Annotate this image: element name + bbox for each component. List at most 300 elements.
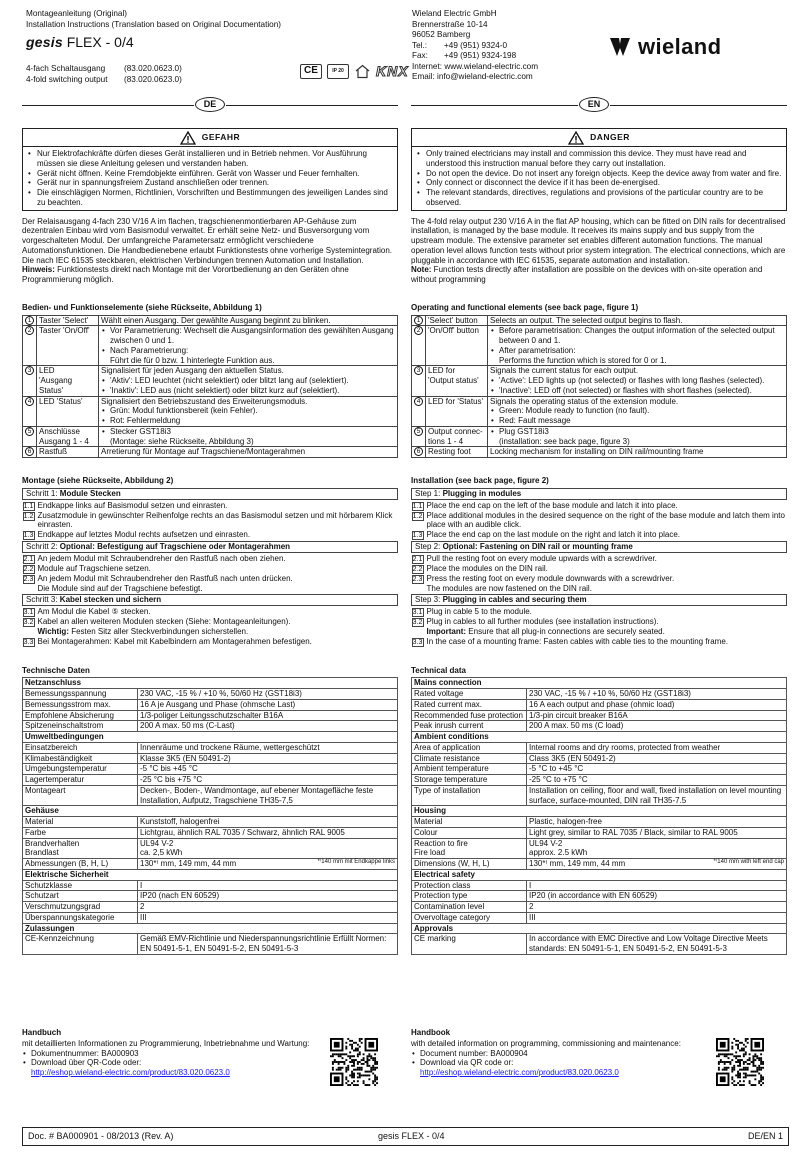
output-de: 4-fach Schaltausgang: [26, 64, 106, 74]
step-number: 2.3: [23, 575, 34, 583]
footer-page: DE/EN 1: [747, 1131, 783, 1142]
step-number: 2.3: [412, 575, 423, 583]
footer: [22, 1127, 789, 1146]
company-tel: +49 (951) 9324-0: [444, 40, 508, 50]
fe-number: 5: [414, 427, 423, 436]
tech-key: Material: [23, 817, 138, 828]
tech-value: III: [527, 912, 787, 923]
tech-value: 1/3-pin circuit breaker B16A: [527, 710, 787, 721]
tech-footnote: *⁾140 mm with left end cap: [713, 859, 784, 865]
ce-mark: CE: [300, 64, 322, 79]
fe-row: [412, 315, 787, 326]
output-en: 4-fold switching output: [26, 74, 108, 84]
step-header: Schritt 1: Module Stecken: [23, 488, 398, 499]
lang-rule-de-right: [226, 105, 398, 106]
tech-row: [412, 848, 787, 858]
step-number: 1.2: [412, 512, 423, 520]
tech-row: [412, 817, 787, 828]
tech-value: Klasse 3K5 (EN 50491-2): [138, 753, 398, 764]
fe-desc: Wählt einen Ausgang. Der gewählte Ausgang beginnt zu blinken.: [101, 315, 331, 325]
fe-number: 2: [414, 326, 423, 335]
tech-value: 2: [527, 902, 787, 913]
tech-key: Overvoltage category: [412, 912, 527, 923]
danger-item: • Gerät nur in spannungsfreiem Zustand anschließen oder trennen.: [27, 178, 393, 188]
tech-value: Decken-, Boden-, Wandmontage, auf ebener Montagefläche feste Installation, Aufputz, Tragschiene TH35-7,5: [138, 785, 398, 806]
tech-row: [23, 880, 398, 891]
tech-row: [412, 902, 787, 913]
step-item: 2.3 An jedem Modul mit Schraubendreher den Rastfuß nach unten drücken. Die Module sind auf der Tragschiene befestigt.: [23, 573, 293, 593]
tech-title-de: Technische Daten: [22, 665, 90, 675]
fe-label: LED 'Status': [39, 396, 83, 406]
fe-number: 4: [414, 397, 423, 406]
company-city: 96052 Bamberg: [412, 30, 471, 39]
tech-value: UL94 V-2: [138, 838, 398, 848]
tech-value: ca. 2,5 kWh: [138, 848, 398, 858]
tech-key: Climate resistance: [412, 753, 527, 764]
fe-desc: • 'Aktiv': LED leuchtet (nicht selektiert) oder blitzt lang auf (selektiert).: [101, 376, 395, 386]
tech-section: Ambient conditions: [412, 732, 787, 743]
fe-row: [412, 366, 787, 396]
tech-row: [23, 848, 398, 858]
fe-label: 'On/Off' button: [428, 326, 479, 336]
tech-row: [23, 699, 398, 710]
fe-desc: (Montage: siehe Rückseite, Abbildung 3): [110, 436, 254, 446]
tech-row: [23, 721, 398, 732]
step-item: 3.3 Bei Montagerahmen: Kabel mit Kabelbindern am Montagerahmen befestigen.: [23, 636, 312, 646]
fe-desc: • After parametrisation:: [490, 346, 784, 356]
doc-title-de: Montageanleitung (Original): [26, 9, 128, 18]
tech-key: Rated voltage: [412, 689, 527, 700]
step-header: Step 1: Plugging in modules: [412, 488, 787, 499]
tech-section: Netzanschluss: [23, 678, 398, 689]
tech-value: -5 °C bis +45 °C: [138, 764, 398, 775]
tech-row: [412, 785, 787, 806]
tech-row: [23, 817, 398, 828]
tech-row: [412, 764, 787, 775]
tech-row: [412, 710, 787, 721]
step-header: Step 2: Optional: Fastening on DIN rail or mounting frame: [412, 542, 787, 553]
tech-row: [23, 753, 398, 764]
tech-value: approx. 2.5 kWh: [527, 848, 787, 858]
fe-desc: Führt die für 0 bzw. 1 hinterlegte Funktion aus.: [110, 355, 275, 365]
step-item: 1.1 Place the end cap on the left of the base module and latch it into place.: [412, 500, 678, 510]
tech-row: [412, 753, 787, 764]
step-number: 3.1: [412, 609, 423, 616]
tech-section: Electrical safety: [412, 869, 787, 880]
certification-marks: [300, 63, 409, 80]
mont-title-de: Montage (siehe Rückseite, Abbildung 2): [22, 476, 174, 485]
tech-value: 2: [138, 902, 398, 913]
danger-item: • Only trained electricians may install and commission this device. They must have read and understood this instruction manual before they carry out installation.: [416, 149, 782, 169]
tech-row: [412, 891, 787, 902]
tech-value: IP20 (nach EN 60529): [138, 891, 398, 902]
tech-table-de: [22, 677, 398, 955]
tech-value: I: [138, 880, 398, 891]
step-item: 3.1 Am Modul die Kabel ⑤ stecken.: [23, 607, 151, 616]
house-icon: [354, 64, 371, 79]
fe-number: 1: [414, 316, 423, 325]
tech-row: [23, 902, 398, 913]
fe-desc: Performs the function which is stored for 0 or 1.: [499, 355, 667, 365]
tech-row: [23, 689, 398, 700]
step-item: 1.2 Zusatzmodule in gewünschter Reihenfolge rechts an das Basismodul setzen und mit hörbarem Klick einrasten.: [23, 510, 393, 530]
company-street: Brennerstraße 10-14: [412, 19, 488, 29]
tech-key: CE marking: [412, 934, 527, 955]
fe-desc: • Rot: Fehlermeldung: [101, 416, 395, 426]
tech-key: Peak inrush current: [412, 721, 527, 732]
tech-value: Kunststoff, halogenfrei: [138, 817, 398, 828]
step-item: 3.2 Kabel an allen weiteren Modulen stecken (Siehe: Montageanleitungen). Wichtig: Festen Sitz aller Steckverbindungen sicherstellen.: [23, 617, 291, 636]
fe-number: 3: [25, 366, 34, 375]
step-header: Schritt 3: Kabel stecken und sichern: [23, 595, 398, 606]
fe-row: [412, 396, 787, 426]
fe-desc: Signals the current status for each output.: [490, 366, 639, 376]
fe-title-en: Operating and functional elements (see back page, figure 1): [411, 302, 639, 312]
tech-row: [23, 742, 398, 753]
tech-value: Internal rooms and dry rooms, protected from weather: [527, 742, 787, 753]
tech-key: Storage temperature: [412, 775, 527, 786]
tech-row: [412, 859, 787, 870]
tech-key: Colour: [412, 827, 527, 838]
tech-key: Reaction to fire: [412, 838, 527, 848]
tech-section: Gehäuse: [23, 806, 398, 817]
tech-key: Schutzart: [23, 891, 138, 902]
fe-desc: • 'Inaktiv': LED aus (nicht selektiert) oder blitzt kurz auf (selektiert).: [101, 386, 395, 396]
company-web: Internet: www.wieland-electric.com: [412, 61, 539, 71]
tech-value: -5 °C to +45 °C: [527, 764, 787, 775]
tech-key: Rated current max.: [412, 699, 527, 710]
tech-key: Klimabeständigkeit: [23, 753, 138, 764]
fe-desc: Signalisiert den Betriebszustand des Erweiterungsmoduls.: [101, 396, 308, 406]
tech-row: [23, 764, 398, 775]
step-item: 3.1 Plug in cable 5 to the module.: [412, 607, 532, 616]
fe-desc: • Plug GST18i3: [490, 427, 784, 437]
tech-key: Protection type: [412, 891, 527, 902]
fe-label: Anschlüsse: [39, 426, 80, 436]
tech-section: Mains connection: [412, 678, 787, 689]
tech-key: Verschmutzungsgrad: [23, 902, 138, 913]
step-item: 2.2 Module auf Tragschiene setzen.: [23, 563, 151, 573]
fe-label: LED for: [428, 366, 456, 376]
fe-desc: Signals the operating status of the extension module.: [490, 396, 679, 406]
tech-value: 200 A max. 50 ms (C-Last): [138, 721, 398, 732]
step-item: 2.1 Pull the resting foot on every module upwards with a screwdriver.: [412, 553, 657, 563]
tech-key: Bemessungsspannung: [23, 689, 138, 700]
tech-value: 16 A each output and phase (ohmic load): [527, 699, 787, 710]
tech-key: Area of application: [412, 742, 527, 753]
tech-row: [23, 838, 398, 848]
qr-code-de[interactable]: [330, 1038, 378, 1086]
tech-key: Spitzeneinschaltstrom: [23, 721, 138, 732]
step-number: 2.2: [412, 565, 423, 573]
tech-value: Light grey, similar to RAL 7035 / Black, similar to RAL 9005: [527, 827, 787, 838]
handbook-doc-de: • Dokumentnummer: BA000903: [22, 1049, 322, 1059]
tech-row: [412, 934, 787, 955]
danger-item: • Only connect or disconnect the device if it has been de-energised.: [416, 178, 782, 188]
handbook-title-de: Handbuch: [22, 1028, 62, 1037]
fe-label: 'Output status': [428, 376, 479, 385]
handbook-de: Handbuch mit detaillierten Informationen zu Programmierung, Inbetriebnahme und Wartung: • Dokumentnummer: BA000903 • Download über QR-Code oder: http://eshop.wieland-electric.com/product/83.020.0623.0: [22, 1028, 322, 1078]
tech-key: Material: [412, 817, 527, 828]
tech-key: Abmessungen (B, H, L): [23, 859, 138, 870]
fe-row: [23, 396, 398, 426]
fe-label: Taster 'On/Off': [39, 326, 90, 336]
tech-table-en: [411, 677, 787, 955]
tech-key: Contamination level: [412, 902, 527, 913]
tech-section: Elektrische Sicherheit: [23, 869, 398, 880]
tech-value: Innenräume und trockene Räume, wettergeschützt: [138, 742, 398, 753]
fe-number: 3: [414, 366, 423, 375]
handbook-en: Handbook with detailed information on programming, commissioning and maintenance: • Document number: BA000904 • Download via QR code or: http://eshop.wieland-electric.com/product/83.020.0623.0: [411, 1028, 711, 1078]
tech-key: Schutzklasse: [23, 880, 138, 891]
knx-logo: KNX: [376, 63, 409, 79]
danger-box-en: [411, 128, 787, 211]
lang-badge-de: DE: [195, 97, 225, 112]
danger-item: • Gerät nicht öffnen. Keine Fremdobjekte einführen. Gerät von Wasser und Feuer fernhalten.: [27, 169, 393, 179]
tech-row: [23, 891, 398, 902]
tech-key: Recommended fuse protection: [412, 710, 527, 721]
tech-row: [23, 710, 398, 721]
tech-value: 130*⁾ mm, 149 mm, 44 mm *⁾140 mm with left end cap: [527, 859, 787, 870]
intro-de: Der Relaisausgang 4-fach 230 V/16 A im flachen, tragschienenmontierbaren AP-Gehäuse zum dezentralen Einbau wird vom Basismodul verwaltet. Er erhält seine Netz- und Busversorgung vom vorgeschalteten Modul. Der umfangreiche Parametersatz ermöglicht verschiedene Automationsfunktionen. Die Handbedienebene erlaubt Funktionstests ohne vorherige Systemintegration. Die nach IEC 61535 steckbaren, elektrischen Verbindungen trennen Automation und Installation. Hinweis: Funktionstests direkt nach Montage mit der Vorortbedienung an den Geräten ohne Programmierung möglich.: [22, 216, 393, 284]
handbook-link-de[interactable]: http://eshop.wieland-electric.com/product/83.020.0623.0: [31, 1068, 230, 1077]
fe-row: [412, 426, 787, 447]
danger-title-en: DANGER: [590, 132, 630, 143]
mont-table-de: [22, 488, 398, 648]
step-number: 2.1: [23, 555, 34, 563]
tech-row: [412, 775, 787, 786]
fe-row: [23, 366, 398, 396]
qr-code-en[interactable]: [716, 1038, 764, 1086]
handbook-doc-en: • Document number: BA000904: [411, 1049, 711, 1059]
fe-desc: Locking mechanism for installing on DIN rail/mounting frame: [490, 447, 704, 457]
step-item: 2.1 An jedem Modul mit Schraubendreher den Rastfuß nach oben ziehen.: [23, 553, 286, 563]
fe-desc: • Stecker GST18i3: [101, 427, 395, 437]
fe-label: 'Select' button: [428, 315, 478, 325]
lang-rule-de-left: [22, 105, 194, 106]
handbook-link-en[interactable]: http://eshop.wieland-electric.com/product/83.020.0623.0: [420, 1068, 619, 1077]
step-item: 2.2 Place the modules on the DIN rail.: [412, 563, 548, 573]
tech-row: [412, 827, 787, 838]
tech-value: 200 A max. 50 ms (C load): [527, 721, 787, 732]
fe-desc: • Before parametrisation: Changes the output information of the selected output between 0 and 1.: [490, 326, 784, 346]
tech-value: IP20 (in accordance with EN 60529): [527, 891, 787, 902]
tech-value: 230 VAC, -15 % / +10 %, 50/60 Hz (GST18i3): [138, 689, 398, 700]
tech-value: Lichtgrau, ähnlich RAL 7035 / Schwarz, ähnlich RAL 9005: [138, 827, 398, 838]
fe-number: 4: [25, 397, 34, 406]
company-name: Wieland Electric GmbH: [412, 9, 497, 18]
tech-row: [412, 880, 787, 891]
fe-table-de: [22, 315, 398, 459]
tech-row: [23, 827, 398, 838]
tech-value: I: [527, 880, 787, 891]
fe-label: tions 1 - 4: [428, 436, 464, 446]
danger-title-de: GEFAHR: [201, 132, 241, 143]
step-item: 2.3 Press the resting foot on every module downwards with a screwdriver. The modules are now fastened on the DIN rail.: [412, 573, 675, 593]
step-number: 2.1: [412, 555, 423, 563]
tech-row: [412, 689, 787, 700]
step-item: 1.2 Place additional modules in the desired sequence on the right of the base module and latch them into place with an audible click.: [412, 510, 785, 530]
fe-table-en: [411, 315, 787, 459]
tech-key: Einsatzbereich: [23, 742, 138, 753]
tech-key: Brandverhalten: [23, 838, 138, 848]
company-email: Email: info@wieland-electric.com: [412, 72, 533, 81]
step-item: 3.2 Plug in cables to all further modules (see installation instructions). Important: Ensure that all plug-in connections are securely seated.: [412, 617, 665, 636]
step-number: 3.1: [23, 609, 34, 616]
tech-row: [412, 721, 787, 732]
wieland-logo-icon: [610, 38, 630, 56]
step-number: 3.2: [23, 619, 34, 626]
tech-section: Housing: [412, 806, 787, 817]
lang-rule-en-left: [411, 105, 578, 106]
partno-en: (83.020.0623.0): [124, 74, 182, 84]
lang-rule-en-right: [610, 105, 787, 106]
fe-desc: Signalisiert für jeden Ausgang den aktuellen Status.: [101, 366, 284, 376]
wieland-logo: wieland: [610, 34, 722, 61]
tech-value: Class 3K5 (EN 50491-2): [527, 753, 787, 764]
tech-value: Gemäß EMV-Richtlinie und Niederspannungsrichtlinie Erfüllt Normen: EN 50491-5-1, EN 50491-5-2, EN 50491-5-3: [138, 934, 398, 955]
tech-section: Approvals: [412, 923, 787, 934]
fe-number: 6: [25, 447, 34, 456]
tech-section: Zulassungen: [23, 923, 398, 934]
step-item: 1.3 Place the end cap on the last module on the right and latch it into place.: [412, 530, 680, 539]
warning-icon: [180, 131, 196, 145]
fe-label: Ausgang 1 - 4: [39, 436, 89, 446]
tech-row: [23, 934, 398, 955]
lang-badge-en: EN: [579, 97, 609, 112]
tech-row: [412, 699, 787, 710]
intro-en: The 4-fold relay output 230 V/16 A in the flat AP housing, which can be fitted on DIN rails for decentralised installation, is managed by the base module. It receives its mains supply and bus supply from the upstream module. The extensive parameter set enables different automation functions. The manual operation level allows function tests without prior system integration. The electrical connections, which are pluggable in accordance with IEC 61535, separate automation and installation. Note: Function tests directly after installation are possible on the devices with on-site operation and without programming: [411, 216, 786, 284]
fe-desc: Arretierung für Montage auf Tragschiene/Montagerahmen: [101, 447, 306, 457]
company-fax: +49 (951) 9324-198: [444, 51, 517, 60]
tech-row: [412, 742, 787, 753]
tech-footnote: *⁾140 mm mit Endkappe links: [317, 859, 395, 865]
tech-row: [23, 859, 398, 870]
danger-item: • Die einschlägigen Normen, Richtlinien, Vorschriften und Bestimmungen des jeweiligen Landes sind zu beachten.: [27, 188, 393, 208]
mont-table-en: [411, 488, 787, 648]
footer-doc: Doc. # BA000901 - 08/2013 (Rev. A): [28, 1131, 174, 1142]
column-de: [22, 128, 398, 955]
step-item: 3.3 In the case of a mounting frame: Fasten cables with cable ties to the mounting frame.: [412, 636, 728, 646]
tech-row: [23, 785, 398, 806]
tech-value: In accordance with EMC Directive and Low Voltage Directive Meets standards: EN 50491-5-1, EN 50491-5-2, EN 50491-5-3: [527, 934, 787, 955]
tech-value: Installation on ceiling, floor and wall, fixed installation on level mounting surface, surface-mounted, DIN rail TH35-7.5: [527, 785, 787, 806]
danger-item: • Do not open the device. Do not insert any foreign objects. Keep the device away from water and fire.: [416, 169, 782, 179]
fe-title-de: Bedien- und Funktionselemente (siehe Rückseite, Abbildung 1): [22, 302, 262, 312]
tech-key: Überspannungskategorie: [23, 912, 138, 923]
fe-desc: • Red: Fault message: [490, 416, 784, 426]
partno-de: (83.020.0623.0): [124, 64, 182, 74]
column-en: [411, 128, 787, 955]
footer-product: gesis FLEX - 0/4: [378, 1131, 445, 1142]
step-item: 1.1 Endkappe links auf Basismodul setzen und einrasten.: [23, 500, 228, 510]
tech-key: Farbe: [23, 827, 138, 838]
warning-icon: [568, 131, 584, 145]
fe-desc: • Green: Module ready to function (no fault).: [490, 406, 784, 416]
tech-row: [23, 912, 398, 923]
tech-key: Empfohlene Absicherung: [23, 710, 138, 721]
tech-value: 130*⁾ mm, 149 mm, 44 mm *⁾140 mm mit Endkappe links: [138, 859, 398, 870]
step-number: 3.3: [23, 638, 34, 646]
tech-key: Type of installation: [412, 785, 527, 806]
fe-label: Resting foot: [428, 447, 471, 457]
mont-title-en: Installation (see back page, figure 2): [411, 476, 549, 485]
fe-number: 6: [414, 447, 423, 456]
step-number: 1.2: [23, 512, 34, 520]
fe-number: 2: [25, 326, 34, 335]
fe-label: Output connec-: [428, 426, 483, 436]
tech-value: 16 A je Ausgang und Phase (ohmsche Last): [138, 699, 398, 710]
product-name: gesis FLEX - 0/4: [26, 34, 134, 50]
fe-number: 1: [25, 316, 34, 325]
tech-value: -25 °C to +75 °C: [527, 775, 787, 786]
tech-key: Bemessungsstrom max.: [23, 699, 138, 710]
tech-key: CE-Kennzeichnung: [23, 934, 138, 955]
fe-label: Rastfuß: [39, 447, 68, 457]
step-number: 1.3: [23, 532, 34, 539]
tech-key: Protection class: [412, 880, 527, 891]
tech-key: Lagertemperatur: [23, 775, 138, 786]
fe-row: [23, 315, 398, 326]
step-number: 2.2: [23, 565, 34, 573]
fe-row: [23, 326, 398, 366]
tech-key: Dimensions (W, H, L): [412, 859, 527, 870]
fe-row: [23, 426, 398, 447]
step-number: 3.2: [412, 619, 423, 626]
handbook-title-en: Handbook: [411, 1028, 451, 1037]
fe-desc: • Vor Parametrierung: Wechselt die Ausgangsinformation des gewählten Ausgang zwischen 0 und 1.: [101, 326, 395, 346]
danger-box-de: [22, 128, 398, 211]
step-number: 1.1: [412, 502, 423, 510]
step-header: Schritt 2: Optional: Befestigung auf Tragschiene oder Montagerahmen: [23, 542, 398, 553]
tech-row: [412, 912, 787, 923]
fe-label: LED for 'Status': [428, 396, 484, 406]
fe-desc: • 'Active': LED lights up (not selected) or flashes with long flashes (selected).: [490, 376, 784, 386]
fe-row: [412, 326, 787, 366]
step-header: Step 3: Plugging in cables and securing them: [412, 595, 787, 606]
tech-value: 230 VAC, -15 % / +10 %, 50/60 Hz (GST18i3): [527, 689, 787, 700]
danger-item: • The relevant standards, directives, regulations and provisions of the particular country are to be observed.: [416, 188, 782, 208]
tech-row: [412, 838, 787, 848]
step-number: 3.3: [412, 638, 423, 646]
tech-title-en: Technical data: [411, 665, 466, 675]
tech-value: -25 °C bis +75 °C: [138, 775, 398, 786]
fe-row: [412, 447, 787, 458]
tech-value: III: [138, 912, 398, 923]
tech-key: Umgebungstemperatur: [23, 764, 138, 775]
ip20-mark: IP 20: [327, 64, 349, 79]
tech-key: Montageart: [23, 785, 138, 806]
fe-desc: Selects an output. The selected output begins to flash.: [490, 315, 683, 325]
tech-section: Umweltbedingungen: [23, 732, 398, 743]
tech-key: Fire load: [412, 848, 527, 858]
fe-desc: • 'Inactive': LED off (not selected) or flashes with short flashes (selected).: [490, 386, 784, 396]
tech-value: 1/3-poliger Leitungsschutzschalter B16A: [138, 710, 398, 721]
company-address: Wieland Electric GmbH Brennerstraße 10-14 96052 Bamberg Tel.: +49 (951) 9324-0 Fax: +49 (951) 9324-198 Internet: www.wieland-electric.com Email: info@wieland-electric.com: [412, 9, 602, 83]
tech-key: Ambient temperature: [412, 764, 527, 775]
tech-value: Plastic, halogen-free: [527, 817, 787, 828]
step-number: 1.3: [412, 532, 423, 539]
tech-key: Brandlast: [23, 848, 138, 858]
fe-desc: • Nach Parametrierung:: [101, 346, 395, 356]
tech-value: UL94 V-2: [527, 838, 787, 848]
fe-label: 'Ausgang Status': [39, 376, 73, 395]
fe-number: 5: [25, 427, 34, 436]
doc-title-en: Installation Instructions (Translation based on Original Documentation): [26, 19, 282, 29]
fe-label: LED: [39, 366, 55, 376]
step-number: 1.1: [23, 502, 34, 510]
fe-label: Taster 'Select': [39, 315, 89, 325]
